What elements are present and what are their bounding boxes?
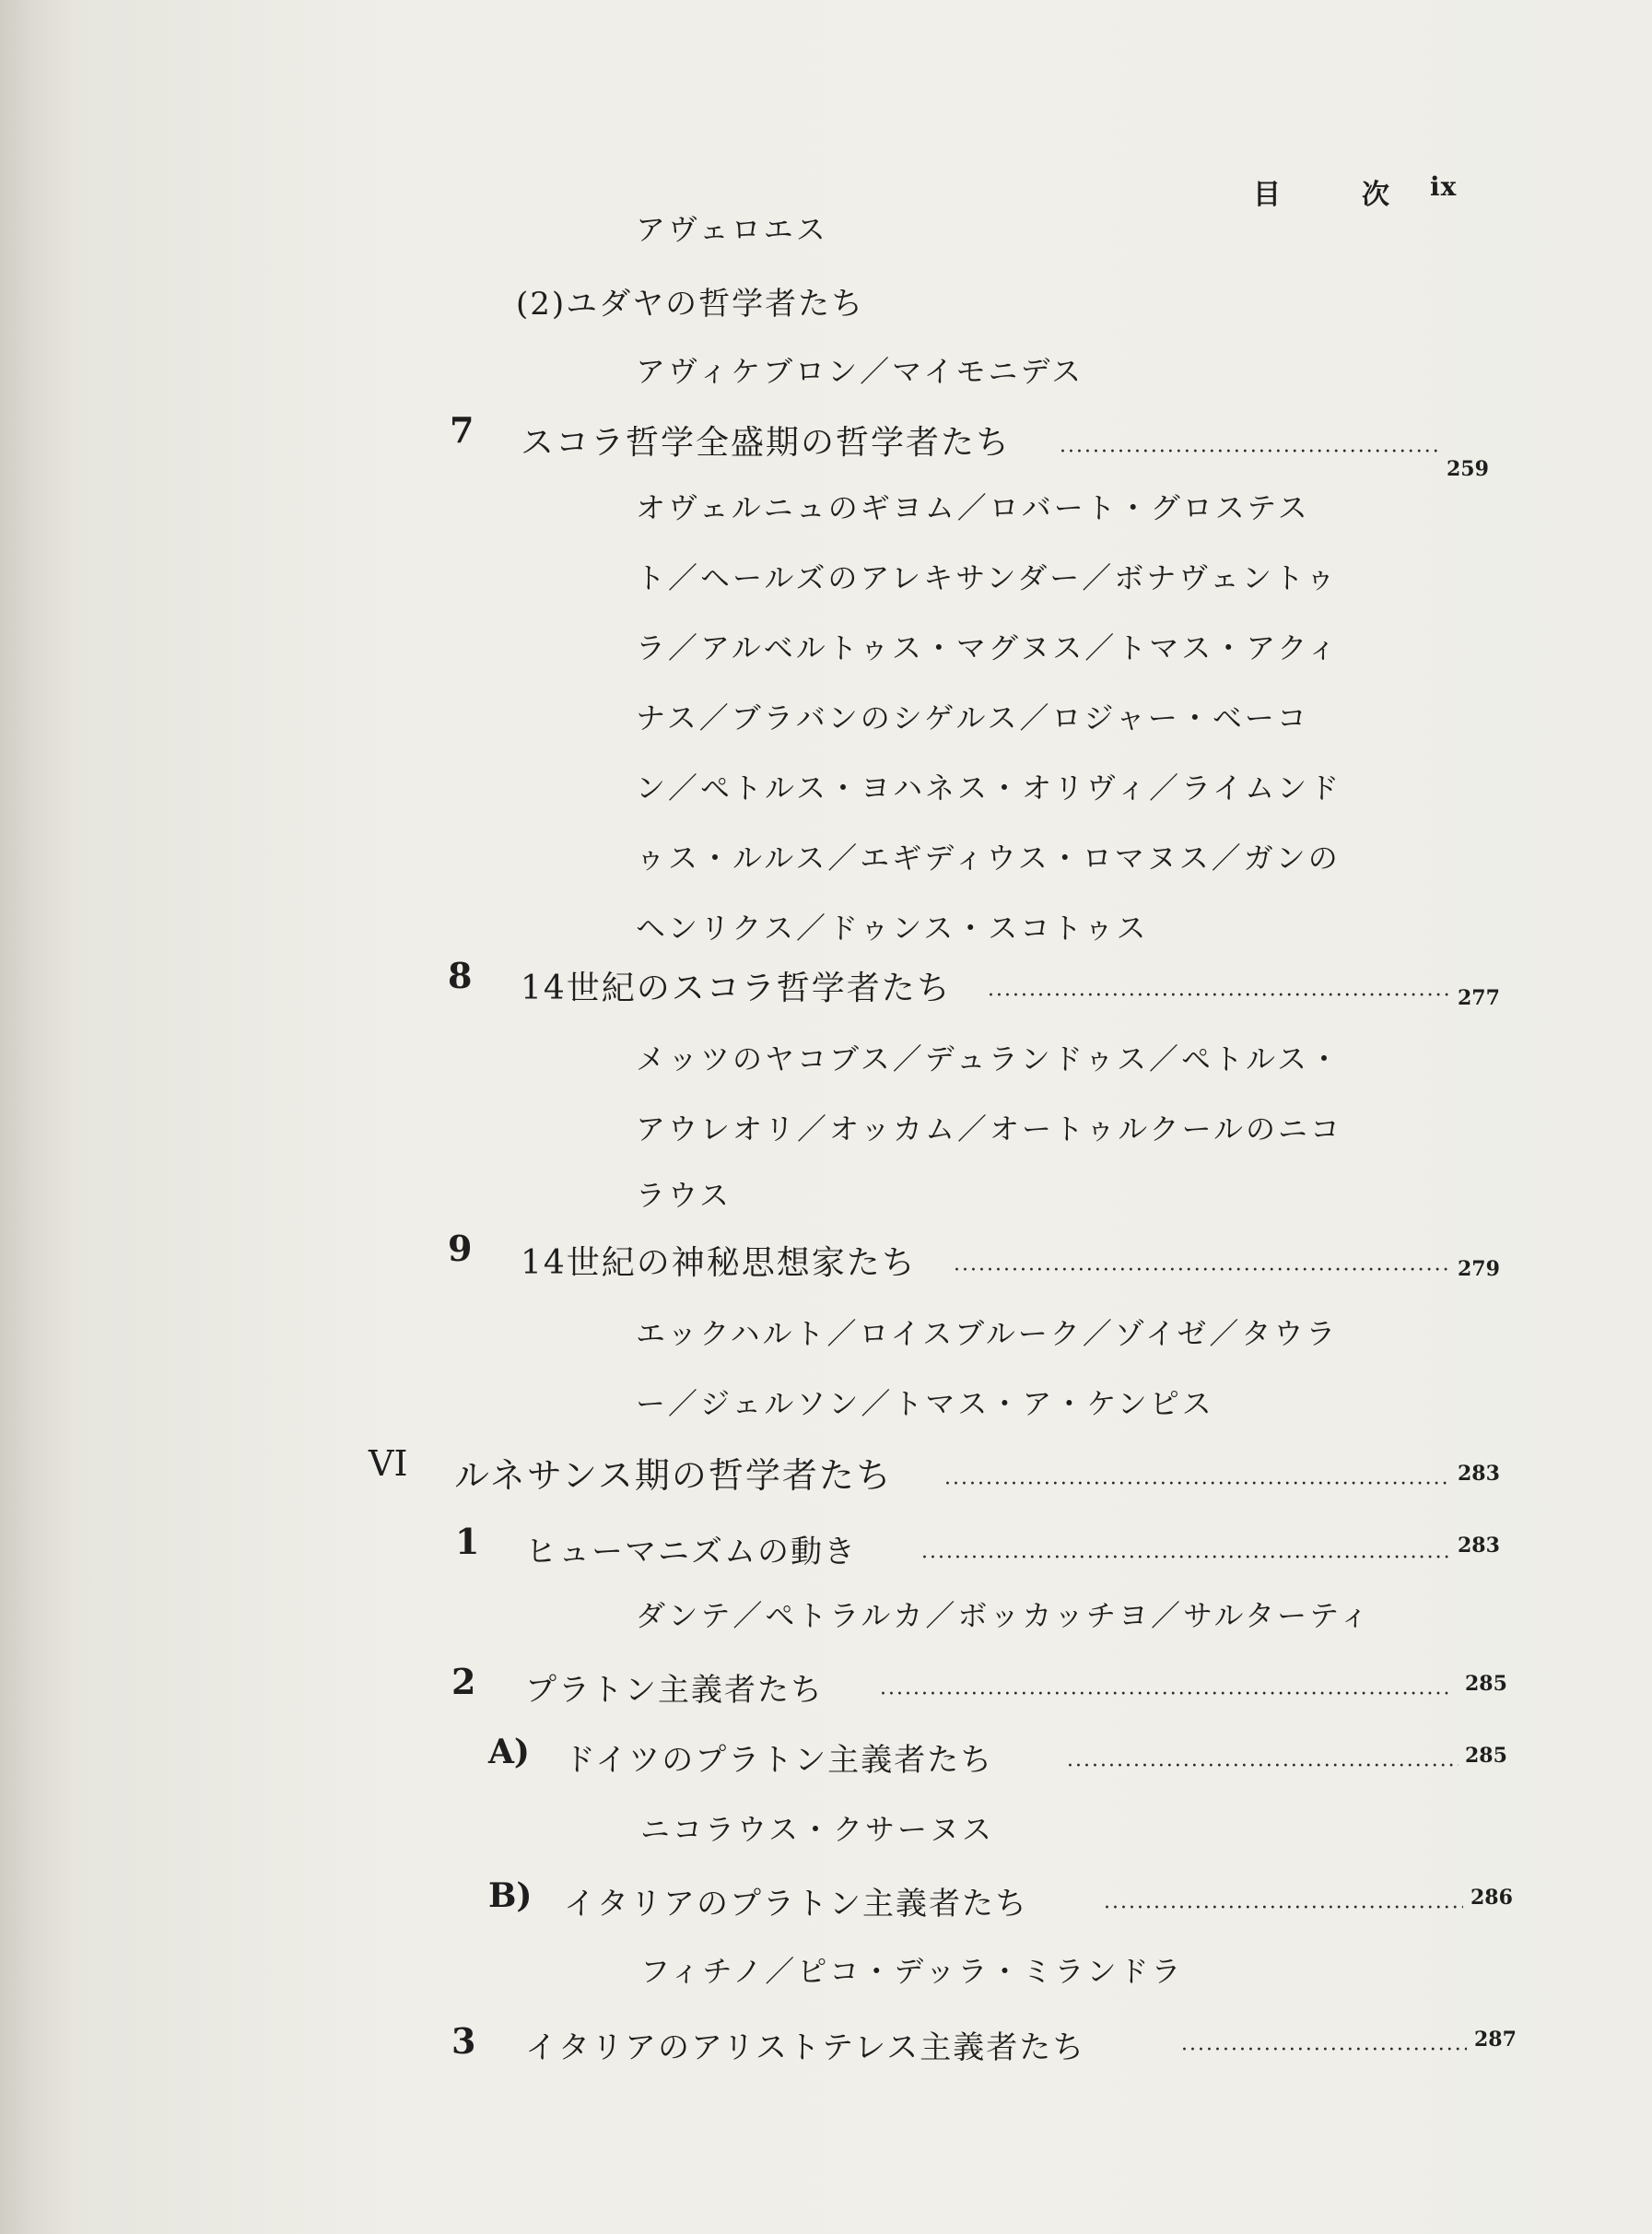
section-number: 8 — [448, 955, 473, 996]
subsection-marker: A) — [488, 1733, 530, 1771]
section-title: プラトン主義者たち — [525, 1672, 824, 1709]
page-number: 277 — [1458, 986, 1500, 1010]
leader-dots — [1181, 2039, 1467, 2064]
leader-dots — [1067, 1755, 1459, 1781]
toc-subentry: オヴェルニュのギヨム／ロバート・グロステス — [636, 490, 1310, 525]
leader-dots — [944, 1473, 1451, 1499]
toc-subentry: ゥス・ルルス／エギディウス・ロマヌス／ガンの — [636, 841, 1341, 876]
leader-dots — [880, 1683, 1451, 1709]
chapter-title: ルネサンス期の哲学者たち — [454, 1455, 893, 1496]
page-number: 279 — [1458, 1257, 1500, 1281]
leader-dots — [1104, 1897, 1463, 1922]
section-number: 2 — [451, 1661, 476, 1702]
section-number: 1 — [455, 1521, 480, 1562]
section-title: イタリアのアリストテレス主義者たち — [525, 2029, 1086, 2066]
leader-dots — [954, 1259, 1451, 1285]
page-number: 287 — [1474, 2028, 1517, 2052]
page-number: 285 — [1465, 1744, 1507, 1768]
toc-subentry: アウレオリ／オッカム／オートゥルクールのニコ — [636, 1111, 1342, 1146]
section-number: 3 — [451, 2020, 476, 2062]
toc-subentry: ー／ジェルソン／トマス・ア・ケンピス — [636, 1386, 1214, 1421]
page-number: 259 — [1447, 457, 1489, 481]
toc-subentry: フィチノ／ピコ・デッラ・ミランドラ — [640, 1954, 1184, 1989]
toc-subentry: アヴィケブロン／マイモニデス — [636, 354, 1084, 389]
toc-entry: (2)ユダヤの哲学者たち — [516, 286, 865, 323]
subsection-title: イタリアのプラトン主義者たち — [564, 1886, 1028, 1922]
header-page-number: ix — [1430, 171, 1458, 202]
page-number: 283 — [1458, 1462, 1500, 1486]
toc-subentry: エックハルト／ロイスブルーク／ゾイゼ／タウラ — [636, 1316, 1339, 1351]
book-spine — [0, 0, 72, 2234]
toc-subentry: ラウス — [636, 1178, 732, 1213]
toc-subentry: ニコラウス・クサーヌス — [640, 1812, 995, 1847]
section-title: 14世紀の神秘思想家たち — [521, 1244, 917, 1282]
header-left: 目 — [1253, 179, 1282, 211]
toc-subentry: ラ／アルベルトゥス・マグヌス／トマス・アクィ — [636, 630, 1340, 665]
toc-subentry: メッツのヤコブス／デュランドゥス／ペトルス・ — [636, 1041, 1342, 1076]
toc-subentry: ダンテ／ペトラルカ／ボッカッチヨ／サルターティ — [636, 1598, 1372, 1633]
subsection-title: ドイツのプラトン主義者たち — [564, 1742, 994, 1779]
page-number: 285 — [1465, 1672, 1507, 1696]
toc-subentry: アヴェロエス — [636, 212, 828, 247]
header-middle: 次 — [1362, 179, 1390, 211]
toc-subentry: ン／ペトルス・ヨハネス・オリヴィ／ライムンド — [636, 770, 1342, 805]
leader-dots — [988, 984, 1453, 1010]
toc-subentry: ヘンリクス／ドゥンス・スコトゥス — [636, 911, 1149, 946]
chapter-number: VI — [369, 1443, 408, 1484]
section-number: 9 — [448, 1228, 473, 1269]
section-title: ヒューマニズムの動き — [525, 1534, 857, 1570]
section-title: スコラ哲学全盛期の哲学者たち — [521, 424, 1012, 462]
toc-subentry: ト／ヘールズのアレキサンダー／ボナヴェントゥ — [636, 560, 1339, 595]
toc-subentry: ナス／ブラバンのシゲルス／ロジャー・ベーコ — [636, 700, 1309, 735]
section-title: 14世紀のスコラ哲学者たち — [521, 970, 952, 1007]
leader-dots — [921, 1546, 1451, 1572]
section-number: 7 — [450, 409, 475, 451]
leader-dots — [1060, 441, 1442, 466]
page-number: 283 — [1458, 1534, 1500, 1558]
subsection-marker: B) — [488, 1876, 533, 1915]
page-number: 286 — [1470, 1886, 1513, 1910]
